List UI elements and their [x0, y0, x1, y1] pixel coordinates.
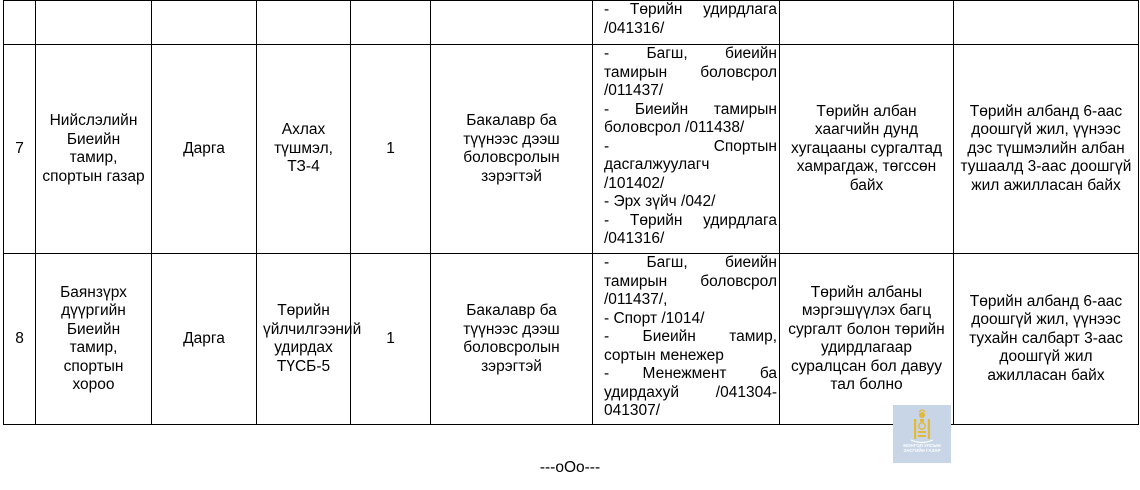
specialization-line: - Багш, биеийн: [604, 254, 777, 271]
specialization-line: - Төрийн удирдлага: [604, 211, 777, 229]
specialization-line: - Биеийн тамир,: [604, 328, 777, 345]
cell-specialization: [593, 254, 780, 425]
cell-count: 1: [351, 45, 431, 254]
specialization-line: - Багш, биеийн: [604, 45, 777, 62]
cell-rank: [257, 1, 351, 45]
specialization-line: 041307/: [604, 402, 661, 419]
cell-count: [351, 1, 431, 45]
table-row: [4, 45, 1139, 254]
specialization-line: - Биеийн тамирын: [604, 100, 777, 118]
specialization-line: /011437/: [604, 82, 664, 99]
cell-position: Дарга: [152, 254, 257, 425]
specialization-line: боловсрол /011438/: [604, 119, 745, 136]
cell-rank: Ахлах түшмэл, ТЗ-4: [257, 45, 351, 254]
cell-num: 8: [4, 254, 36, 425]
specialization-line: тамирын боловсрол: [604, 272, 777, 290]
specialization-line: /101402/: [604, 174, 665, 192]
specialization-line: сортын менежер: [604, 346, 724, 364]
specialization-line: дасгалжуулагч: [604, 156, 710, 173]
specialization-line: /041316/: [604, 230, 665, 247]
cell-education: [431, 1, 593, 45]
cell-education: Бакалавр ба түүнээс дээш боловсролын зэрэгтэй: [431, 45, 593, 254]
cell-org: Баянзүрх дүүргийн Биеийн тамир, спортын хороо: [36, 254, 152, 425]
cell-org: Нийслэлийн Биеийн тамир, спортын газар: [36, 45, 152, 254]
table-row: [4, 254, 1139, 425]
specialization-line: /011437/,: [604, 291, 668, 308]
cell-specialization: [593, 1, 780, 45]
cell-num: [4, 1, 36, 45]
table-row: [4, 1, 1139, 45]
cell-rank: Төрийн үйлчилгээний удирдах ТҮСБ-5: [257, 254, 351, 425]
cell-training: Төрийн албан хаагчийн дунд хугацааны сургалтад хамрагдаж, төгссөн байх: [780, 45, 954, 254]
specialization-line: /041316/: [604, 19, 665, 37]
soyombo-emblem-icon: [907, 409, 937, 443]
cell-count: 1: [351, 254, 431, 425]
cell-num: 7: [4, 45, 36, 254]
emblem-caption-line2: ЗАСГИЙН ГАЗАР: [903, 448, 941, 453]
cell-specialization: [593, 45, 780, 254]
document-end-marker: ---оОо---: [539, 459, 601, 476]
cell-org: [36, 1, 152, 45]
vacancy-table: [3, 0, 1139, 425]
table-body: [4, 1, 1139, 425]
specialization-line: удирдахуй /041304-: [604, 383, 777, 401]
cell-education: Бакалавр ба түүнээс дээш боловсролын зэрэгтэй: [431, 254, 593, 425]
cell-experience: [954, 1, 1139, 45]
cell-experience: Төрийн албанд 6-аас доошгүй жил, үүнээс дэс түшмэлийн албан тушаалд 3-аас доошгүй жил ажилласан байх: [954, 45, 1139, 254]
cell-training: Төрийн албаны мэргэшүүлэх багц сургалт болон төрийн удирдлагаар суралцсан бол давуу тал болно: [780, 254, 954, 425]
specialization-line: - Спортын: [604, 137, 777, 155]
cell-experience: Төрийн албанд 6-аас доошгүй жил, үүнээс тухайн салбарт 3-аас доошгүй жил ажилласан байх: [954, 254, 1139, 425]
cell-position: [152, 1, 257, 45]
specialization-line: тамирын боловсрол: [604, 63, 777, 81]
specialization-line: - Менежмент ба: [604, 365, 777, 382]
specialization-line: - Эрх зүйч /042/: [604, 193, 716, 210]
cell-position: Дарга: [152, 45, 257, 254]
cell-training: [780, 1, 954, 45]
government-emblem: [893, 405, 951, 463]
specialization-line: - Төрийн удирдлага: [604, 1, 777, 18]
specialization-line: - Спорт /1014/: [604, 309, 705, 327]
emblem-caption-line1: МОНГОЛ УЛСЫН: [903, 443, 941, 448]
